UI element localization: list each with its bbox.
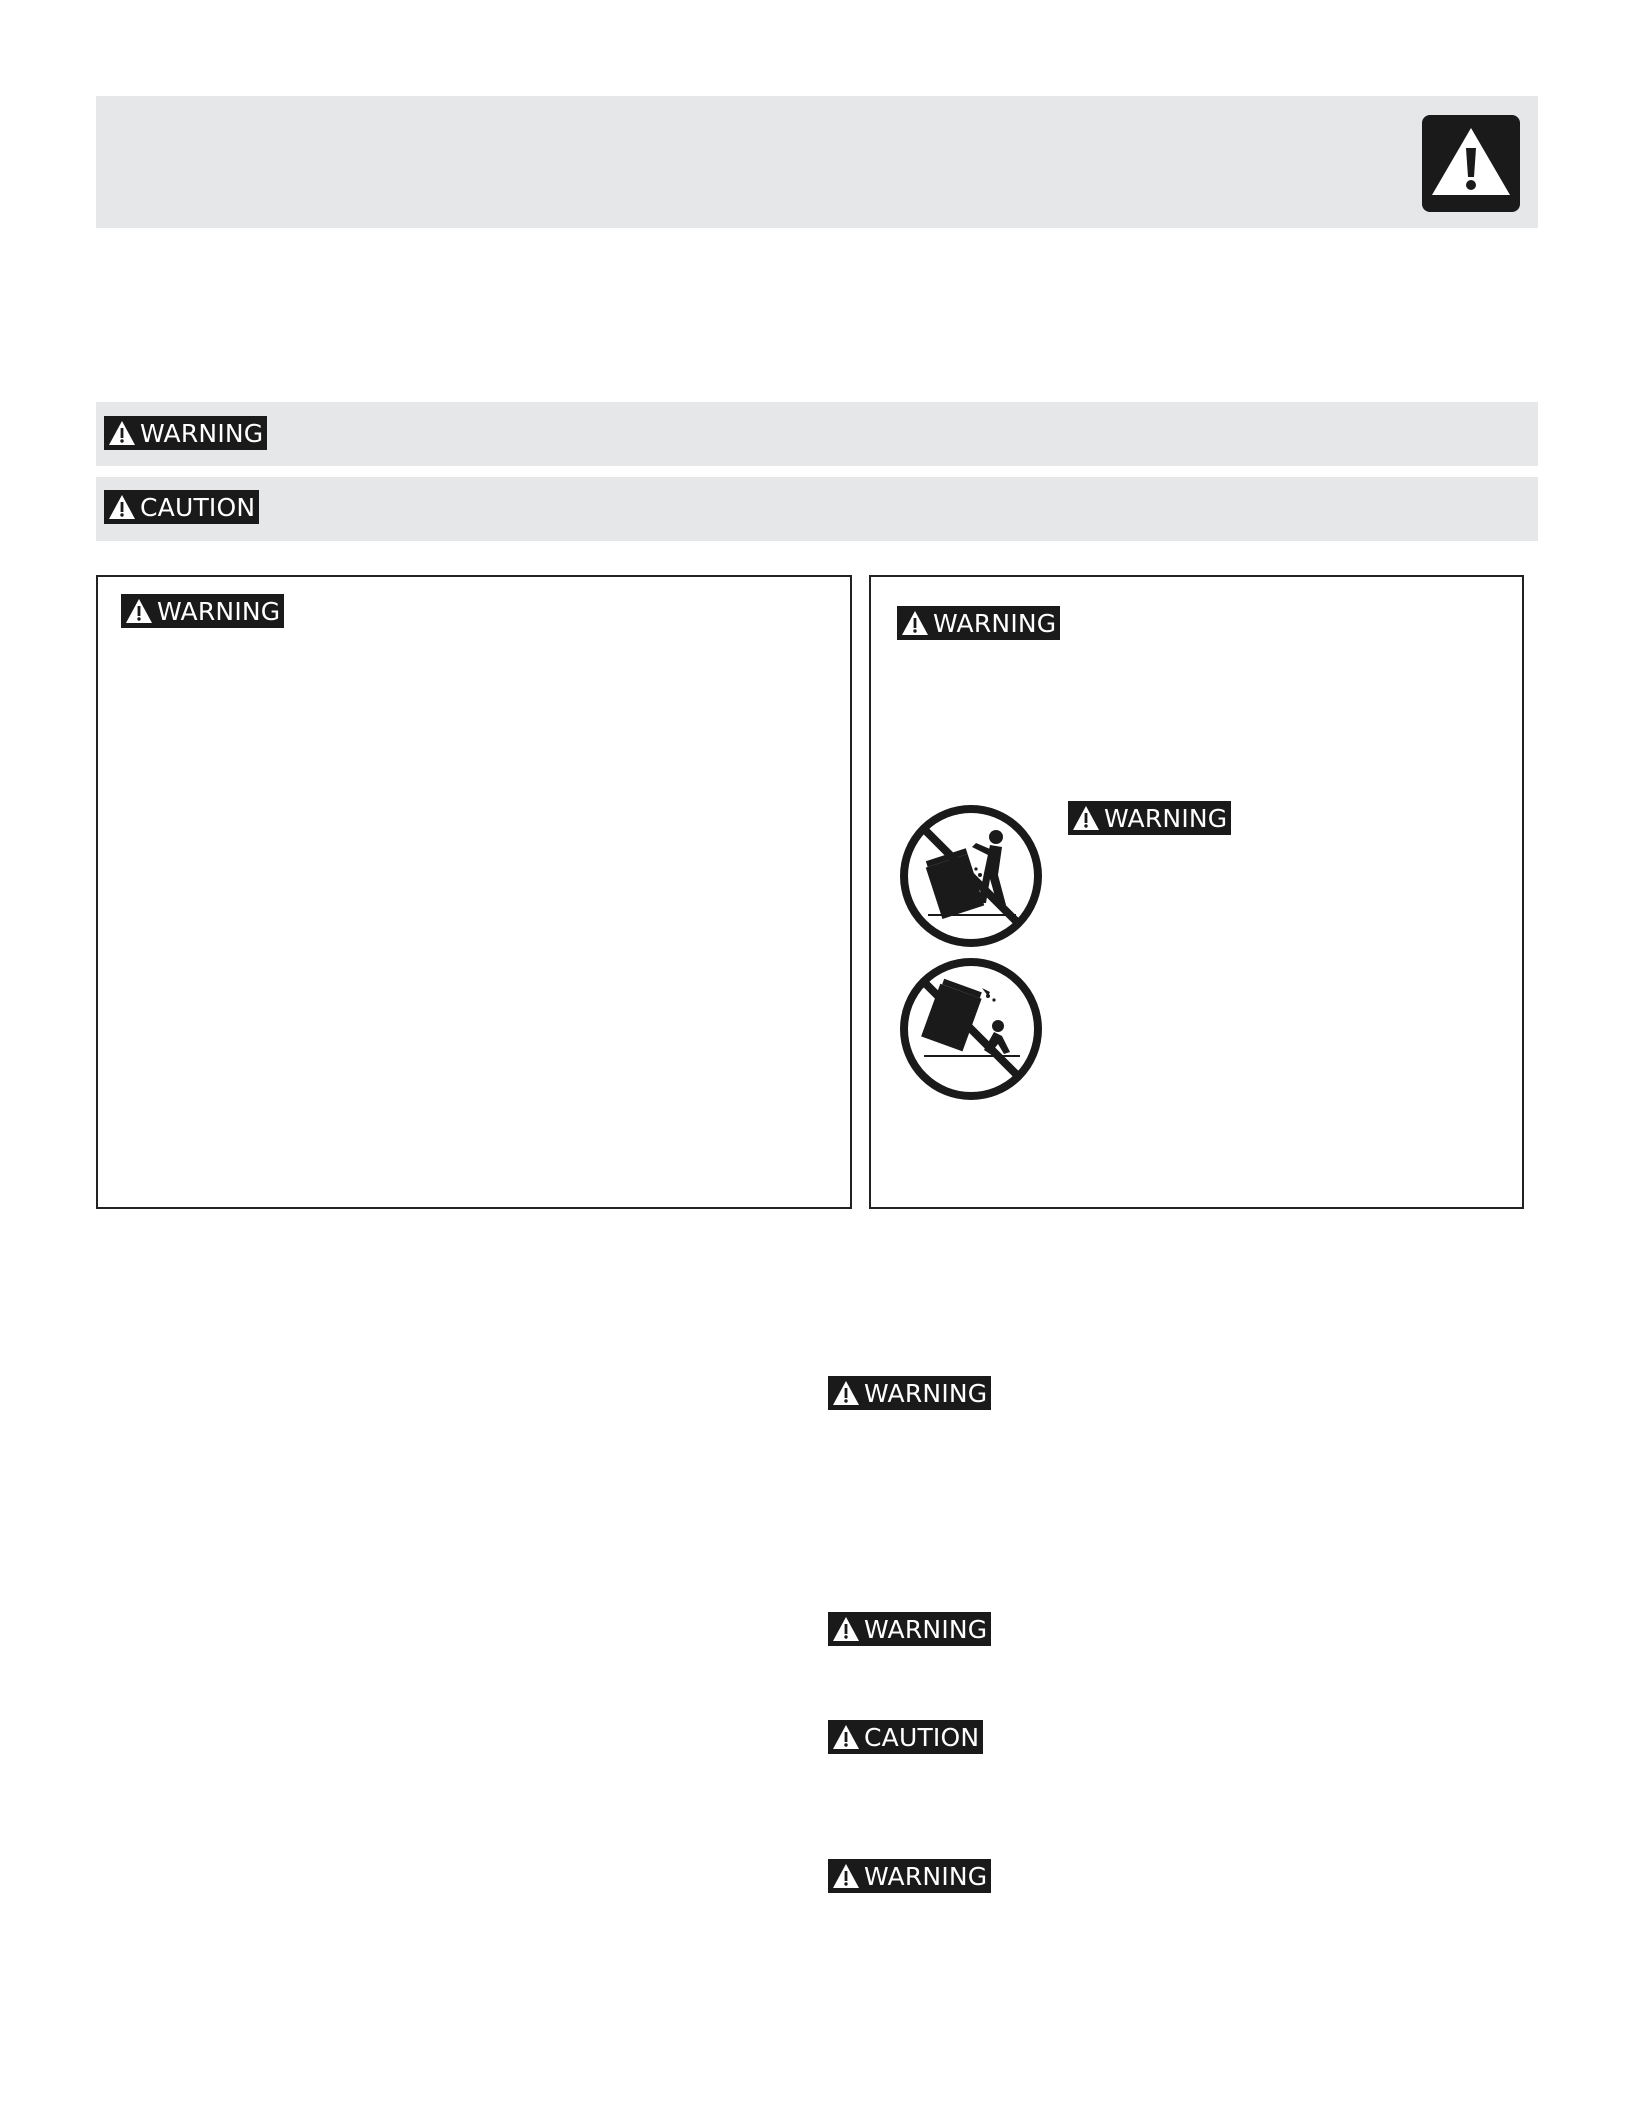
warning-badge: [897, 606, 1060, 640]
warning-badge: [828, 1859, 991, 1893]
alert-triangle-icon: [1071, 804, 1101, 832]
alert-triangle-icon: [107, 419, 137, 447]
badge-label: WARNING: [140, 418, 264, 448]
warning-badge: [121, 594, 284, 628]
alert-triangle-icon: [900, 609, 930, 637]
warning-badge: [104, 416, 267, 450]
alert-triangle-icon: [124, 597, 154, 625]
badge-label: WARNING: [933, 608, 1057, 638]
badge-label: WARNING: [864, 1614, 988, 1644]
warning-definition-band: [96, 402, 1538, 466]
no-tip-over-icon: [898, 956, 1044, 1102]
alert-triangle-icon: [831, 1862, 861, 1890]
header-band: [96, 96, 1538, 228]
caution-badge: [828, 1720, 983, 1754]
alert-triangle-icon: [107, 493, 137, 521]
badge-label: CAUTION: [140, 492, 256, 522]
badge-label: WARNING: [157, 596, 281, 626]
left-warning-box: [96, 575, 852, 1209]
caution-badge: [104, 490, 259, 524]
no-climbing-on-door-icon: [898, 803, 1044, 949]
warning-triangle-icon: [1422, 115, 1520, 212]
caution-definition-band: [96, 477, 1538, 541]
warning-badge: [828, 1376, 991, 1410]
warning-badge: [1068, 801, 1231, 835]
alert-triangle-icon: [831, 1723, 861, 1751]
warning-badge: [828, 1612, 991, 1646]
badge-label: WARNING: [864, 1378, 988, 1408]
badge-label: CAUTION: [864, 1722, 980, 1752]
badge-label: WARNING: [864, 1861, 988, 1891]
alert-triangle-icon: [831, 1615, 861, 1643]
badge-label: WARNING: [1104, 803, 1228, 833]
alert-triangle-icon: [831, 1379, 861, 1407]
